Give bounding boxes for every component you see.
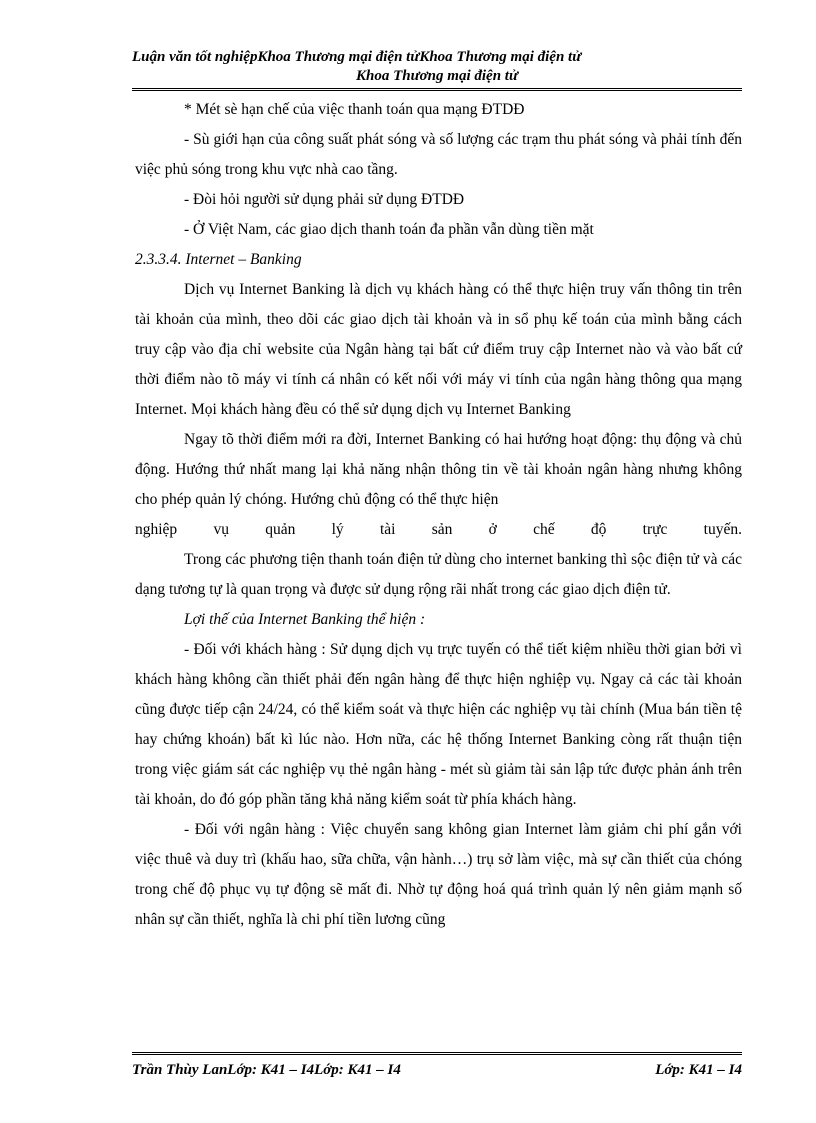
limits-title: * Mét sè hạn chế của việc thanh toán qua mạng ĐTDĐ bbox=[184, 101, 525, 118]
paragraph-operating-modes-end: nghiệp vụ quản lý tài sản ở chế độ trực tuyến. bbox=[135, 521, 742, 538]
paragraph-internet-banking-definition: Dịch vụ Internet Banking là dịch vụ khách hàng có thể thực hiện truy vấn thông tin trên tài khoản của mình, theo dõi các giao dịch tài khoản và in sổ phụ kế toán của mình bằng cách truy cập vào địa chỉ website của Ngân hàng tại bất cứ điểm truy cập Internet nào và vào bất cứ thời điểm nào tõ máy vi tính cá nhân có kết nối với máy vi tính của ngân hàng thông qua mạng Internet. Mọi khách hàng đều có thể sử dụng dịch vụ Internet Banking bbox=[135, 281, 742, 418]
benefit-bank: - Đối với ngân hàng : Việc chuyển sang không gian Internet làm giảm chi phí gắn với việc thuê và duy trì (khấu hao, sữa chữa, vận hành…) trụ sở làm việc, mà sự cần thiết của chóng trong chế độ phục vụ tự động sẽ mất đi. Nhờ tự động hoá quá trình quản lý nên giảm mạnh số nhân sự cần thiết, nghĩa là chi phí tiền lương cũng bbox=[135, 821, 742, 928]
page-header bbox=[132, 48, 742, 86]
header-divider bbox=[132, 88, 742, 91]
paragraph-payment-means: Trong các phương tiện thanh toán điện tử dùng cho internet banking thì sộc điện tử và các dạng tương tự là quan trọng và được sử dụng rộng rãi nhất trong các giao dịch điện tử. bbox=[135, 551, 742, 598]
section-heading: 2.3.3.4. Internet – Banking bbox=[135, 251, 302, 268]
paragraph-operating-modes: Ngay tõ thời điểm mới ra đời, Internet Banking có hai hướng hoạt động: thụ động và chủ động. Hướng thứ nhất mang lại khả năng nhận thông tin về tài khoản ngân hàng nhưng không cho phép quản lý chóng. Hướng chủ động có thể thực hiện bbox=[135, 431, 742, 508]
limit-item-2: - Đòi hỏi người sử dụng phải sử dụng ĐTDĐ bbox=[184, 191, 465, 208]
header-line-2: Khoa Thương mại điện tử bbox=[356, 68, 518, 84]
header-line-1: Luận văn tốt nghiệpKhoa Thương mại điện tửKhoa Thương mại điện tử bbox=[132, 49, 582, 65]
document-body bbox=[135, 95, 742, 935]
limit-item-3: - Ở Việt Nam, các giao dịch thanh toán đa phần vẫn dùng tiền mặt bbox=[184, 221, 594, 238]
footer-class: Lớp: K41 – I4 bbox=[655, 1062, 742, 1078]
limit-item-1: - Sù giới hạn của công suất phát sóng và số lượng các trạm thu phát sóng và phải tính đến việc phủ sóng trong khu vực nhà cao tầng. bbox=[135, 131, 742, 178]
benefit-customer: - Đối với khách hàng : Sử dụng dịch vụ trực tuyến có thể tiết kiệm nhiều thời gian bởi vì khách hàng không cần thiết phải đến ngân hàng để thực hiện nghiệp vụ. Ngay cả các tài khoản cũng được tiếp cận 24/24, có thể kiểm soát và thực hiện các nghiệp vụ tài chính (Mua bán tiền tệ hay chứng khoán) bất kì lúc nào. Hơn nữa, các hệ thống Internet Banking còng rất thuận tiện trong việc giám sát các nghiệp vụ thẻ ngân hàng - mét sù giảm tài sản lập tức được phản ánh trên tài khoản, do đó góp phần tăng khả năng kiểm soát từ phía khách hàng. bbox=[135, 641, 742, 808]
footer-divider bbox=[132, 1052, 742, 1055]
footer-author-class: Trần Thùy LanLớp: K41 – I4Lớp: K41 – I4 bbox=[132, 1062, 401, 1078]
benefits-title: Lợi thế của Internet Banking thể hiện : bbox=[184, 611, 426, 628]
